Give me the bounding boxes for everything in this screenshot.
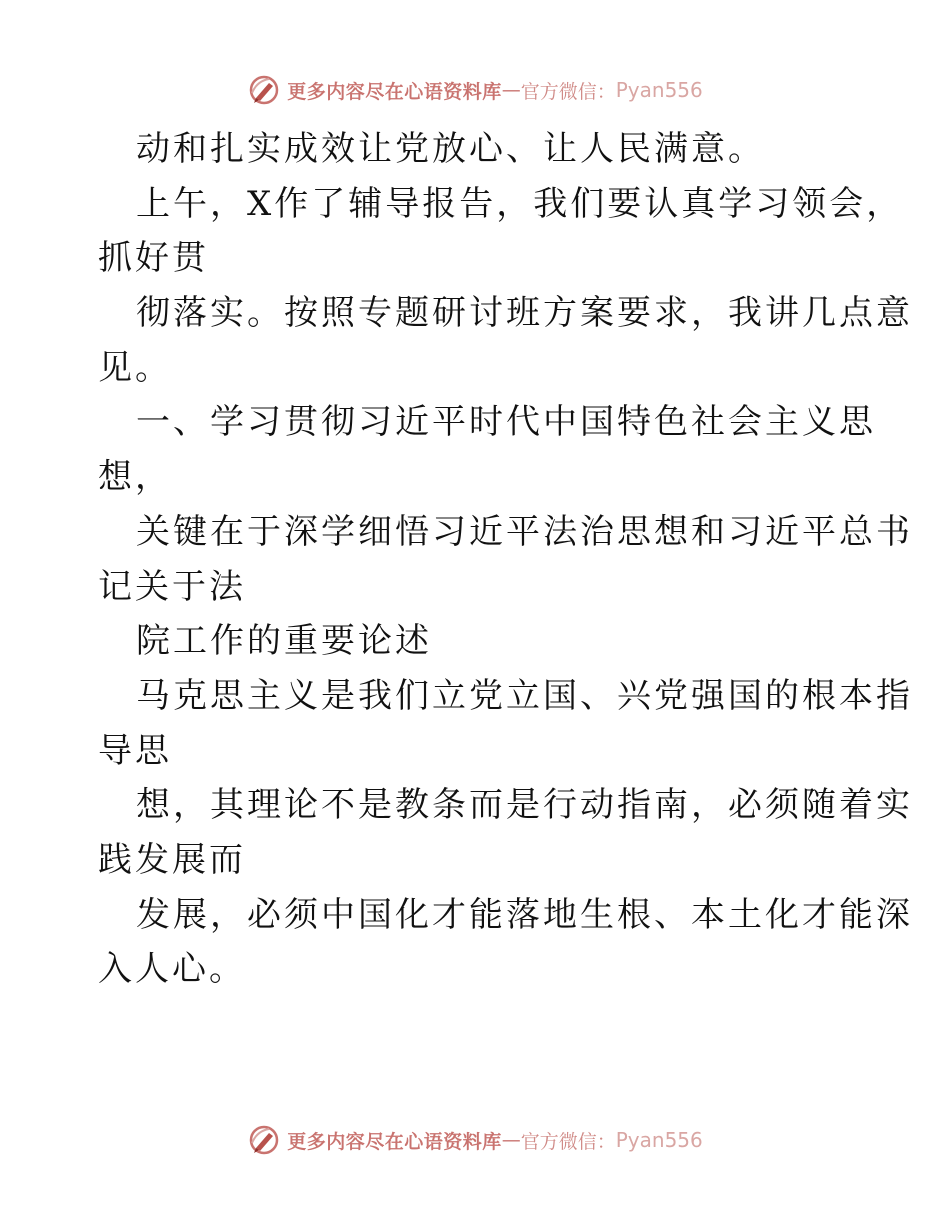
watermark-text: 更多内容尽在心语资料库 — [287, 1130, 502, 1153]
watermark-header — [0, 70, 950, 110]
text-line: 见。 — [98, 347, 172, 388]
text-line: 彻落实。按照专题研讨班方案要求，我讲几点意 — [136, 293, 913, 334]
text-line: 践发展而 — [98, 839, 246, 880]
text-line: 上午，X作了辅导报告，我们要认真学习领会， — [136, 183, 904, 224]
text-line: 导思 — [98, 730, 172, 771]
text-line: 马克思主义是我们立党立国、兴党强国的根本指 — [136, 675, 913, 716]
text-line: 一、学习贯彻习近平时代中国特色社会主义思 — [136, 402, 876, 443]
watermark-wechat-label: 官方微信： — [520, 1130, 616, 1153]
pen-logo-icon — [247, 73, 281, 107]
text-line: 记关于法 — [98, 566, 246, 607]
watermark-wechat-label: 官方微信： — [520, 80, 616, 103]
watermark-footer — [0, 1120, 950, 1160]
text-line: 想， — [98, 457, 172, 498]
text-line: 关键在于深学细悟习近平法治思想和习近平总书 — [136, 511, 913, 552]
watermark-wechat-id: Pyan556 — [615, 78, 703, 102]
watermark-wechat-id: Pyan556 — [615, 1128, 703, 1152]
text-line: 动和扎实成效让党放心、让人民满意。 — [136, 129, 765, 169]
text-line: 抓好贯 — [98, 238, 209, 279]
text-line: 发展，必须中国化才能落地生根、本土化才能深 — [136, 894, 913, 935]
watermark-text: 更多内容尽在心语资料库 — [287, 80, 502, 103]
text-line: 院工作的重要论述 — [136, 621, 432, 662]
text-line: 入人心。 — [98, 949, 246, 990]
text-line: 想，其理论不是教条而是行动指南，必须随着实 — [136, 785, 913, 826]
document-body — [98, 122, 913, 997]
pen-logo-icon — [247, 1123, 281, 1157]
watermark-separator: — — [501, 1129, 521, 1151]
watermark-separator: — — [501, 79, 521, 101]
